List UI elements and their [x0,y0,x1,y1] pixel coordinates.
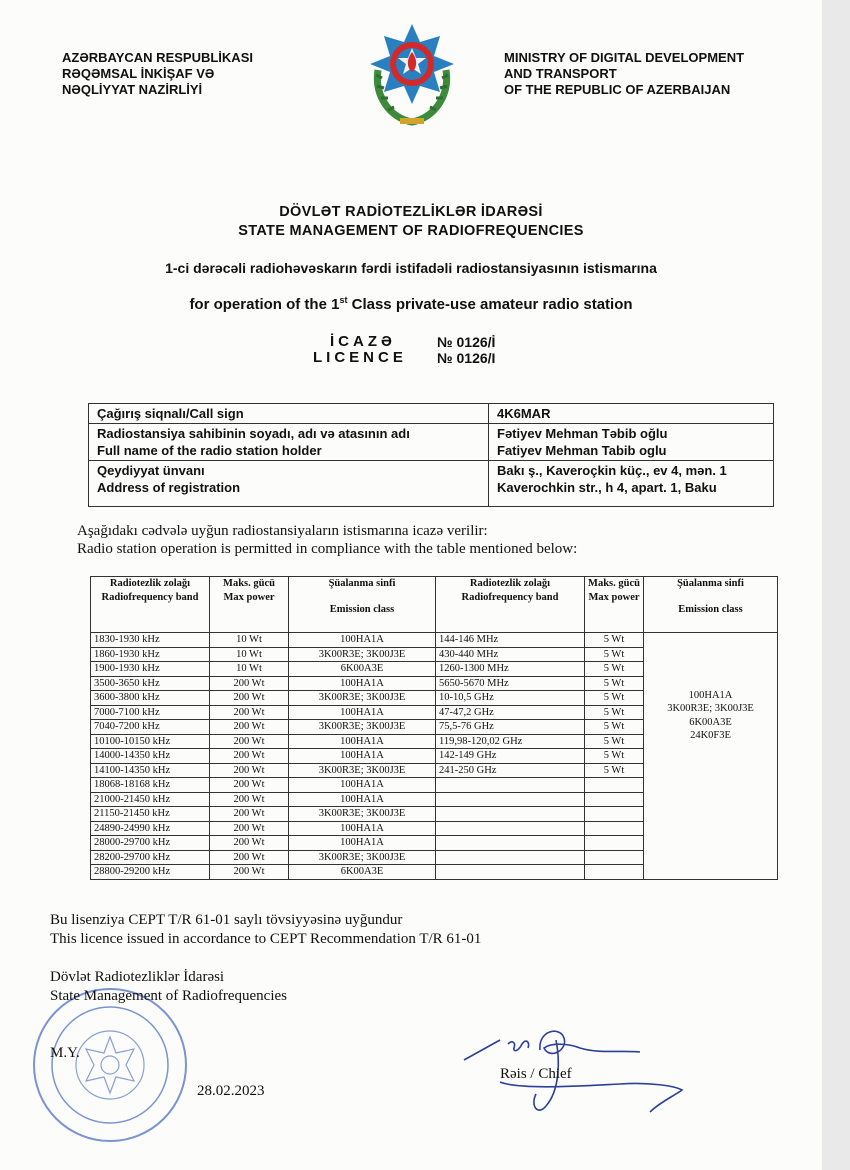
band-cell: 7040-7200 kHz [91,720,210,735]
holder-name-label [89,424,489,461]
agency-title-az: DÖVLƏT RADİOTEZLİKLƏR İDARƏSİ [279,204,543,220]
address-row [89,461,774,507]
stamp-place-label: M.Y. [50,1045,80,1061]
header-power-az: Maks. gücü [223,578,275,589]
power-cell-2: 5 Wt [585,720,644,735]
frequency-table [90,576,778,880]
agency-title-en: STATE MANAGEMENT OF RADIOFREQUENCIES [238,223,584,239]
permit-statement-en: Radio station operation is permitted in compliance with the table mentioned below: [77,541,578,557]
power-cell-2: 5 Wt [585,705,644,720]
subtitle-en-part-1: for operation of the 1 [189,296,340,313]
power-cell: 200 Wt [210,691,289,706]
header-band-2-az: Radiotezlik zolağı [469,578,551,589]
band-cell-2: 241-250 GHz [436,763,585,778]
power-cell: 200 Wt [210,821,289,836]
header-power-2-en: Max power [588,591,640,603]
band-cell: 10100-10150 kHz [91,734,210,749]
band-cell-2-empty [436,865,585,880]
ministry-name-en [504,50,744,98]
scan-edge [822,0,850,1170]
ministry-en-line-3: OF THE REPUBLIC OF AZERBAIJAN [504,82,731,97]
emission-class-2: 6K00A3E [689,716,732,728]
power-cell: 10 Wt [210,647,289,662]
power-cell: 10 Wt [210,633,289,648]
address-label-en: Address of registration [97,480,241,495]
emission-cell: 3K00R3E; 3K00J3E [289,691,436,706]
band-cell-2: 119,98-120,02 GHz [436,734,585,749]
emission-cell: 100HA1A [289,836,436,851]
licence-word-en: LICENCE [313,349,407,366]
licence-word-az: İCAZƏ [330,333,396,350]
band-cell-2-empty [436,778,585,793]
subtitle-en-superscript: st [339,295,348,305]
power-cell: 200 Wt [210,807,289,822]
header-emission-2 [644,577,778,633]
call-sign-label: Çağırış siqnalı/Call sign [89,404,489,424]
power-cell-2-empty [585,807,644,822]
header-emission-en: Emission class [329,603,395,615]
header-emission-2-en: Emission class [678,603,743,615]
band-cell-2-empty [436,807,585,822]
address-label [89,461,489,507]
frequency-table-body [91,633,778,880]
header-power-en: Max power [223,591,275,603]
power-cell: 200 Wt [210,865,289,880]
power-cell: 200 Wt [210,850,289,865]
cept-statement [50,911,481,949]
emission-cell: 100HA1A [289,734,436,749]
band-cell: 14000-14350 kHz [91,749,210,764]
power-cell-2: 5 Wt [585,633,644,648]
call-sign-row [89,404,774,424]
emission-cell: 100HA1A [289,676,436,691]
power-cell: 200 Wt [210,720,289,735]
band-cell: 7000-7100 kHz [91,705,210,720]
power-cell: 200 Wt [210,734,289,749]
band-cell-2: 47-47,2 GHz [436,705,585,720]
power-cell-2: 5 Wt [585,734,644,749]
emission-cell: 100HA1A [289,705,436,720]
emission-cell: 100HA1A [289,749,436,764]
holder-info-table [88,403,774,507]
emission-cell: 6K00A3E [289,662,436,677]
subtitle-en [0,295,822,313]
band-cell: 21000-21450 kHz [91,792,210,807]
power-cell-2-empty [585,850,644,865]
emission-cell: 3K00R3E; 3K00J3E [289,763,436,778]
band-cell: 1900-1930 kHz [91,662,210,677]
band-cell-2-empty [436,850,585,865]
issuing-authority-en: State Management of Radiofrequencies [50,988,287,1004]
emission-cell: 3K00R3E; 3K00J3E [289,647,436,662]
emission-cell: 100HA1A [289,821,436,836]
band-cell: 3500-3650 kHz [91,676,210,691]
address-az: Bakı ş., Kaveroçkin küç., ev 4, mən. 1 [497,463,727,478]
ministry-az-line-2: RƏQƏMSAL İNKİŞAF VƏ [62,66,215,81]
ministry-az-line-1: AZƏRBAYCAN RESPUBLİKASI [62,50,253,65]
band-cell: 14100-14350 kHz [91,763,210,778]
power-cell: 200 Wt [210,749,289,764]
emission-cell: 100HA1A [289,778,436,793]
cept-statement-en: This licence issued in accordance to CEPT Recommendation T/R 61-01 [50,931,482,947]
address-label-az: Qeydiyyat ünvanı [97,463,205,478]
band-cell-2: 144-146 MHz [436,633,585,648]
band-cell: 3600-3800 kHz [91,691,210,706]
power-cell: 200 Wt [210,705,289,720]
address-en: Kaverochkin str., h 4, apart. 1, Baku [497,480,717,495]
band-cell-2: 5650-5670 MHz [436,676,585,691]
power-cell-2: 5 Wt [585,763,644,778]
band-cell: 1860-1930 kHz [91,647,210,662]
state-emblem-icon [360,18,464,130]
holder-name-value [489,424,774,461]
permit-statement [77,522,577,558]
licence-number-az: № 0126/İ [437,334,496,350]
subtitle-en-part-2: Class private-use amateur radio station [347,296,633,313]
power-cell: 200 Wt [210,836,289,851]
emission-cell: 3K00R3E; 3K00J3E [289,850,436,865]
ministry-en-line-1: MINISTRY OF DIGITAL DEVELOPMENT [504,50,745,65]
power-cell-2: 5 Wt [585,691,644,706]
power-cell: 200 Wt [210,763,289,778]
power-cell-2: 5 Wt [585,647,644,662]
ministry-en-line-2: AND TRANSPORT [504,66,617,81]
band-cell-2-empty [436,821,585,836]
header-band-en: Radiofrequency band [101,591,199,603]
holder-name-row [89,424,774,461]
band-cell-2: 75,5-76 GHz [436,720,585,735]
band-cell-2: 10-10,5 GHz [436,691,585,706]
holder-name-en: Fatiyev Mehman Tabib oglu [497,443,667,458]
emission-class-2: 3K00R3E; 3K00J3E [667,703,754,715]
band-cell-2: 1260-1300 MHz [436,662,585,677]
signatory-title: Rəis / Chief [500,1066,572,1082]
band-cell: 21150-21450 kHz [91,807,210,822]
power-cell: 200 Wt [210,676,289,691]
holder-name-az: Fətiyev Mehman Təbib oğlu [497,426,668,441]
official-stamp-icon [30,985,190,1145]
header-band-2 [436,577,585,633]
emission-class-2: 100HA1A [688,689,733,701]
band-cell-2-empty [436,792,585,807]
power-cell: 200 Wt [210,792,289,807]
band-cell-2: 430-440 MHz [436,647,585,662]
header-band-az: Radiotezlik zolağı [109,578,191,589]
emission-cell-2 [644,633,778,880]
subtitle-az: 1-ci dərəcəli radiohəvəskarın fərdi istifadəli radiostansiyasının istismarına [165,260,657,276]
band-cell-2: 142-149 GHz [436,749,585,764]
power-cell: 200 Wt [210,778,289,793]
cept-statement-az: Bu lisenziya CEPT T/R 61-01 saylı tövsiyyəsinə uyğundur [50,912,403,928]
frequency-row [91,633,778,648]
header-power-2-az: Maks. gücü [588,578,640,589]
signature-icon [460,1020,700,1120]
holder-name-label-en: Full name of the radio station holder [97,443,322,458]
emission-cell: 3K00R3E; 3K00J3E [289,720,436,735]
band-cell: 18068-18168 kHz [91,778,210,793]
header-power-2 [585,577,644,633]
issuing-authority [50,968,287,1006]
emission-cell: 100HA1A [289,633,436,648]
band-cell: 28000-29700 kHz [91,836,210,851]
band-cell: 24890-24990 kHz [91,821,210,836]
holder-name-label-az: Radiostansiya sahibinin soyadı, adı və atasının adı [97,426,410,441]
emission-class-2: 24K0F3E [690,730,731,742]
power-cell: 10 Wt [210,662,289,677]
issue-date: 28.02.2023 [197,1083,265,1099]
issuing-authority-az: Dövlət Radiotezliklər İdarəsi [50,969,225,985]
header-emission-2-az: Şüalanma sinfi [677,578,744,589]
band-cell: 28800-29200 kHz [91,865,210,880]
licence-number-en: № 0126/I [437,350,496,366]
power-cell-2-empty [585,865,644,880]
power-cell-2-empty [585,778,644,793]
power-cell-2-empty [585,792,644,807]
power-cell-2-empty [585,821,644,836]
header-emission [289,577,436,633]
band-cell: 1830-1930 kHz [91,633,210,648]
header-band-2-en: Radiofrequency band [461,591,559,603]
band-cell: 28200-29700 kHz [91,850,210,865]
header-power [210,577,289,633]
address-value [489,461,774,507]
power-cell-2-empty [585,836,644,851]
header-emission-az: Şüalanma sinfi [328,578,396,589]
emission-cell: 6K00A3E [289,865,436,880]
power-cell-2: 5 Wt [585,662,644,677]
power-cell-2: 5 Wt [585,749,644,764]
header-band [91,577,210,633]
call-sign-value: 4K6MAR [489,404,774,424]
emission-cell: 3K00R3E; 3K00J3E [289,807,436,822]
emission-cell: 100HA1A [289,792,436,807]
band-cell-2-empty [436,836,585,851]
ministry-az-line-3: NƏQLİYYAT NAZİRLİYİ [62,82,203,97]
permit-statement-az: Aşağıdakı cədvələ uyğun radiostansiyaların istismarına icazə verilir: [77,523,488,539]
power-cell-2: 5 Wt [585,676,644,691]
ministry-name-az [62,50,253,98]
frequency-table-header [91,577,778,633]
